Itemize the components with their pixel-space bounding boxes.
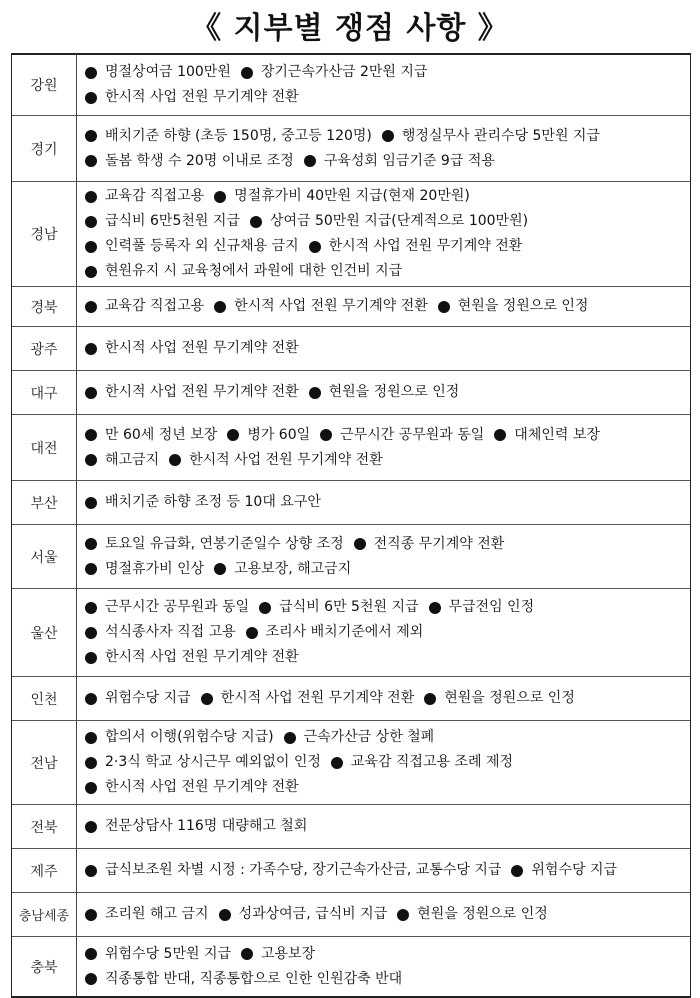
issue-item [320, 423, 484, 448]
issue-item [304, 149, 495, 174]
issue-item [85, 234, 299, 259]
table-row [12, 524, 690, 588]
bullet-icon [85, 155, 97, 167]
issue-item [85, 967, 402, 992]
issues-table [11, 53, 691, 998]
issue-text: 명절휴가비 40만원 지급(현재 20만원) [234, 188, 470, 204]
issue-text: 무급전임 인정 [448, 599, 535, 615]
bullet-icon [241, 948, 253, 960]
issue-list [77, 481, 690, 524]
issue-item [85, 686, 191, 711]
issue-list [77, 849, 690, 892]
issue-text: 위험수당 5만원 지급 [105, 945, 231, 962]
bullet-icon [85, 693, 97, 705]
issue-list [77, 327, 690, 370]
issue-item [438, 294, 589, 319]
issue-text: 한시적 사업 전원 무기계약 전환 [105, 649, 299, 665]
issue-text: 장기근속가산금 2만원 지급 [260, 64, 428, 80]
region-label: 충북 [12, 937, 77, 996]
issue-item [85, 124, 372, 149]
bullet-icon [259, 602, 271, 614]
issue-text: 명절상여금 100만원 [105, 64, 231, 80]
bullet-icon [85, 497, 97, 509]
issue-item [214, 294, 428, 319]
issue-text: 조리원 해고 금지 [105, 906, 209, 922]
issue-line [85, 234, 690, 259]
issue-item [85, 532, 344, 557]
issue-text: 직종통합 반대, 직종통합으로 인한 인원감축 반대 [105, 970, 403, 987]
bullet-icon [169, 454, 181, 466]
bullet-icon [85, 454, 97, 466]
region-label: 경북 [12, 287, 77, 326]
issue-text: 병가 60일 [247, 426, 311, 443]
issue-list [77, 589, 690, 676]
issue-line [85, 490, 690, 515]
bullet-icon [85, 191, 97, 203]
region-label: 부산 [12, 481, 77, 524]
bullet-icon [309, 387, 321, 399]
issue-item [429, 595, 535, 620]
table-row [12, 326, 690, 370]
issue-item [214, 184, 470, 209]
issue-line [85, 85, 690, 110]
region-label: 경기 [12, 116, 77, 181]
issue-line [85, 750, 690, 775]
issue-text: 조리사 배치기준에서 제외 [265, 624, 424, 640]
issue-list [77, 721, 690, 804]
issue-line [85, 942, 690, 967]
issue-text: 한시적 사업 전원 무기계약 전환 [189, 451, 383, 468]
issue-line [85, 380, 690, 405]
issue-line [85, 423, 690, 448]
bullet-icon [331, 757, 343, 769]
issue-text: 고용보장, 해고금지 [234, 560, 352, 577]
issue-item [246, 620, 424, 645]
issue-line [85, 448, 690, 473]
region-label: 대전 [12, 415, 77, 480]
bullet-icon [304, 155, 316, 167]
issue-item [309, 234, 523, 259]
issue-text: 한시적 사업 전원 무기계약 전환 [328, 238, 523, 254]
issue-item [85, 149, 294, 174]
bullet-icon [85, 266, 97, 278]
issue-item [85, 490, 321, 515]
bullet-icon [354, 538, 366, 550]
bullet-icon [85, 538, 97, 550]
bullet-icon [214, 563, 226, 575]
table-row [12, 936, 690, 996]
issue-item [85, 336, 299, 361]
bullet-icon [85, 241, 97, 253]
table-row [12, 115, 690, 181]
bullet-icon [85, 67, 97, 79]
issue-line [85, 595, 690, 620]
issue-text: 토요일 유급화, 연봉기준일수 상향 조정 [105, 535, 344, 552]
bullet-icon [85, 757, 97, 769]
issue-line [85, 620, 690, 645]
issue-item [259, 595, 418, 620]
issue-line [85, 967, 690, 992]
table-row [12, 480, 690, 524]
issue-item [227, 423, 310, 448]
bullet-icon [511, 865, 523, 877]
issue-line [85, 902, 690, 927]
issue-text: 위험수당 지급 [105, 690, 191, 706]
issue-text: 급식비 6만5천원 지급 [105, 213, 240, 229]
table-row [12, 892, 690, 936]
issue-text: 현원을 정원으로 인정 [457, 298, 589, 314]
issue-text: 한시적 사업 전원 무기계약 전환 [105, 779, 299, 795]
issue-item [309, 380, 460, 405]
bullet-icon [284, 732, 296, 744]
issue-line [85, 725, 690, 750]
issue-item [85, 942, 231, 967]
issue-item [85, 294, 204, 319]
issue-item [85, 448, 159, 473]
issue-line [85, 60, 690, 85]
region-label: 전북 [12, 805, 77, 848]
issue-text: 석식종사자 직접 고용 [105, 624, 236, 640]
issue-list [77, 677, 690, 720]
issue-item [397, 902, 548, 927]
issue-item [241, 60, 428, 85]
issue-text: 현원을 정원으로 인정 [417, 906, 548, 922]
table-row [12, 55, 690, 115]
bullet-icon [241, 67, 253, 79]
region-label: 충남세종 [12, 893, 77, 936]
issue-line [85, 814, 690, 839]
bullet-icon [309, 241, 321, 253]
issue-text: 현원을 정원으로 인정 [444, 690, 575, 706]
issue-text: 근무시간 공무원과 동일 [340, 426, 485, 443]
issue-item [219, 902, 388, 927]
issue-item [250, 209, 528, 234]
issue-list [77, 182, 690, 286]
issue-item [85, 750, 321, 775]
bullet-icon [85, 973, 97, 985]
issue-line [85, 557, 690, 582]
issue-item [85, 557, 204, 582]
region-label: 울산 [12, 589, 77, 676]
issue-list [77, 371, 690, 414]
issue-item [85, 858, 501, 883]
issue-line [85, 858, 690, 883]
bullet-icon [397, 909, 409, 921]
issue-line [85, 124, 690, 149]
bullet-icon [85, 948, 97, 960]
bullet-icon [201, 693, 213, 705]
issue-text: 근무시간 공무원과 동일 [105, 599, 250, 615]
issue-item [382, 124, 600, 149]
issue-item [511, 858, 617, 883]
region-label: 제주 [12, 849, 77, 892]
region-label: 대구 [12, 371, 77, 414]
issue-item [331, 750, 513, 775]
issue-text: 교육감 직접고용 [105, 188, 205, 204]
table-row [12, 370, 690, 414]
table-row [12, 720, 690, 804]
bullet-icon [85, 602, 97, 614]
issue-text: 인력풀 등록자 외 신규채용 금지 [105, 238, 299, 254]
issue-list [77, 937, 690, 996]
issue-text: 만 60세 정년 보장 [105, 426, 218, 443]
issue-text: 배치기준 하향 조정 등 10대 요구안 [105, 494, 321, 510]
issue-text: 한시적 사업 전원 무기계약 전환 [105, 89, 299, 105]
issue-line [85, 259, 690, 284]
issue-item [354, 532, 505, 557]
issue-text: 전직종 무기계약 전환 [373, 535, 505, 552]
issue-list [77, 415, 690, 480]
region-label: 강원 [12, 55, 77, 115]
issue-text: 성과상여금, 급식비 지급 [238, 906, 388, 922]
issue-item [85, 85, 299, 110]
issue-text: 전문상담사 116명 대량해고 철회 [105, 818, 308, 834]
bullet-icon [424, 693, 436, 705]
issue-text: 합의서 이행(위험수당 지급) [105, 729, 274, 745]
issue-item [214, 557, 351, 582]
bullet-icon [85, 782, 97, 794]
issue-text: 교육감 직접고용 조례 제정 [350, 754, 514, 770]
issue-list [77, 287, 690, 326]
bullet-icon [85, 429, 97, 441]
issue-item [424, 686, 575, 711]
issue-line [85, 149, 690, 174]
bullet-icon [85, 865, 97, 877]
table-row [12, 181, 690, 286]
issue-item [85, 380, 299, 405]
issue-text: 구육성회 임금기준 9급 적용 [323, 152, 495, 169]
bullet-icon [85, 343, 97, 355]
issue-text: 교육감 직접고용 [105, 298, 205, 314]
bullet-icon [85, 821, 97, 833]
page-title: 《 지부별 쟁점 사항 》 [191, 11, 509, 46]
bullet-icon [85, 563, 97, 575]
bullet-icon [382, 130, 394, 142]
issue-list [77, 893, 690, 936]
bullet-icon [85, 627, 97, 639]
bullet-icon [227, 429, 239, 441]
issue-item [241, 942, 315, 967]
region-label: 인천 [12, 677, 77, 720]
bullet-icon [85, 387, 97, 399]
issue-item [85, 725, 274, 750]
issue-text: 한시적 사업 전원 무기계약 전환 [234, 298, 428, 314]
region-label: 서울 [12, 525, 77, 588]
issue-text: 2·3식 학교 상시근무 예외없이 인정 [105, 754, 321, 770]
bullet-icon [85, 216, 97, 228]
issue-line [85, 645, 690, 670]
issue-text: 돌봄 학생 수 20명 이내로 조정 [105, 152, 294, 169]
issue-item [201, 686, 415, 711]
issue-text: 한시적 사업 전원 무기계약 전환 [105, 340, 299, 356]
table-row [12, 588, 690, 676]
table-row [12, 804, 690, 848]
bullet-icon [214, 191, 226, 203]
table-row [12, 676, 690, 720]
issue-text: 대체인력 보장 [514, 426, 600, 443]
issue-item [85, 259, 402, 284]
bullet-icon [85, 909, 97, 921]
issue-item [85, 620, 236, 645]
region-label: 경남 [12, 182, 77, 286]
issue-text: 고용보장 [261, 945, 316, 962]
issue-text: 현원유지 시 교육청에서 과원에 대한 인건비 지급 [105, 263, 403, 279]
bullet-icon [219, 909, 231, 921]
issue-item [85, 595, 249, 620]
issue-item [284, 725, 435, 750]
region-label: 광주 [12, 327, 77, 370]
issue-text: 급식비 6만 5천원 지급 [279, 599, 419, 615]
issue-text: 현원을 정원으로 인정 [328, 384, 460, 400]
bullet-icon [85, 92, 97, 104]
issue-list [77, 116, 690, 181]
issue-item [85, 645, 299, 670]
table-row [12, 286, 690, 326]
issue-list [77, 55, 690, 115]
issue-item [85, 209, 240, 234]
issue-text: 행정실무사 관리수당 5만원 지급 [401, 127, 600, 144]
issue-line [85, 184, 690, 209]
region-label: 전남 [12, 721, 77, 804]
issue-text: 상여금 50만원 지급(단계적으로 100만원) [269, 213, 529, 229]
bullet-icon [85, 130, 97, 142]
issue-item [85, 902, 209, 927]
issue-item [85, 775, 299, 800]
issue-text: 해고금지 [105, 451, 160, 468]
issue-line [85, 775, 690, 800]
issue-item [85, 184, 204, 209]
issue-item [85, 814, 307, 839]
issue-list [77, 525, 690, 588]
bullet-icon [494, 429, 506, 441]
table-row [12, 848, 690, 892]
issue-text: 한시적 사업 전원 무기계약 전환 [105, 384, 299, 400]
issue-line [85, 209, 690, 234]
bullet-icon [246, 627, 258, 639]
issue-list [77, 805, 690, 848]
bullet-icon [85, 301, 97, 313]
issue-text: 급식보조원 차별 시정 : 가족수당, 장기근속가산금, 교통수당 지급 [105, 862, 502, 878]
bullet-icon [85, 652, 97, 664]
issue-text: 위험수당 지급 [531, 862, 618, 878]
bullet-icon [429, 602, 441, 614]
issue-item [85, 423, 217, 448]
issue-line [85, 532, 690, 557]
table-row [12, 414, 690, 480]
issue-item [85, 60, 231, 85]
issue-text: 배치기준 하향 (초등 150명, 중고등 120명) [105, 127, 372, 144]
issue-text: 한시적 사업 전원 무기계약 전환 [220, 690, 415, 706]
issue-item [494, 423, 600, 448]
bullet-icon [85, 732, 97, 744]
issue-line [85, 336, 690, 361]
bullet-icon [320, 429, 332, 441]
bullet-icon [214, 301, 226, 313]
issue-line [85, 294, 690, 319]
issue-text: 근속가산금 상한 철폐 [303, 729, 435, 745]
issue-item [169, 448, 383, 473]
bullet-icon [250, 216, 262, 228]
issue-text: 명절휴가비 인상 [105, 560, 205, 577]
issue-line [85, 686, 690, 711]
bullet-icon [438, 301, 450, 313]
